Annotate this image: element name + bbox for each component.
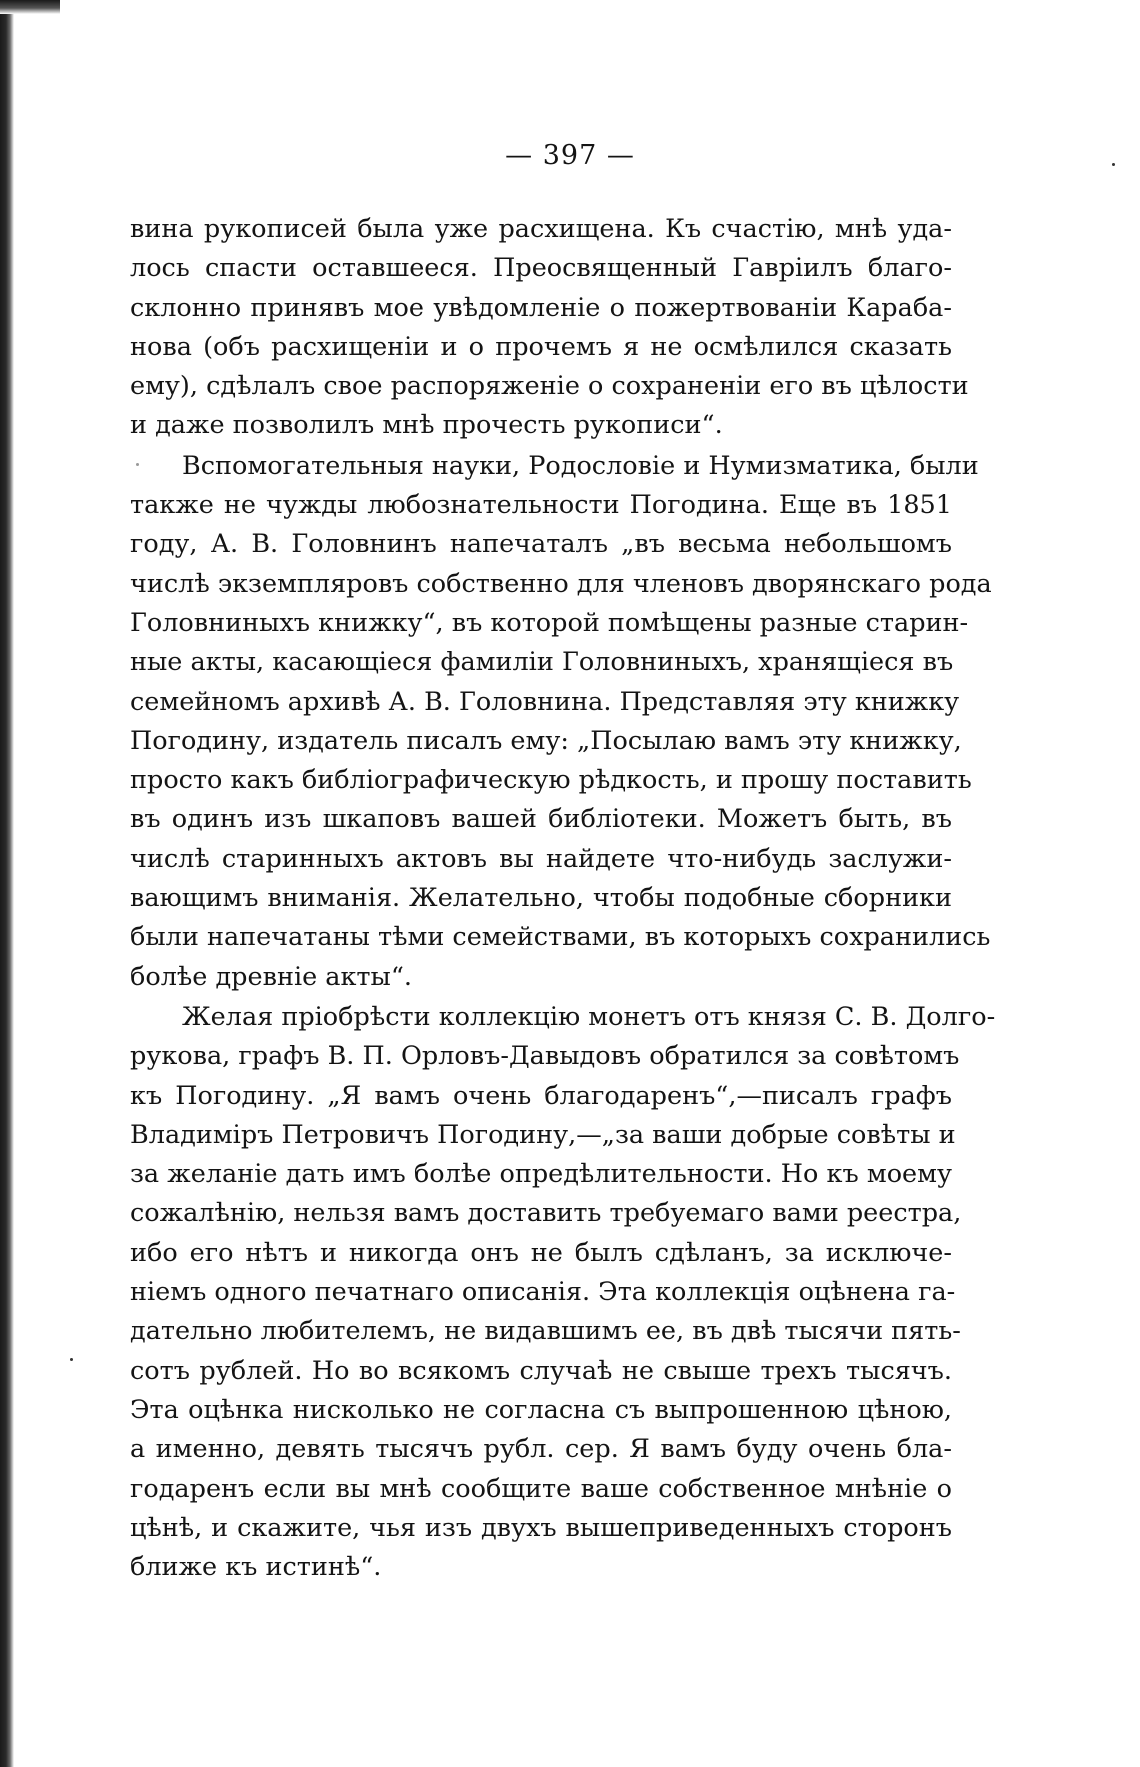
text-line: ближе къ истинѣ“. xyxy=(130,1552,382,1583)
scan-speck xyxy=(1112,163,1115,166)
text-line: году, А. В. Головнинъ напечаталъ „въ весьма небольшомъ xyxy=(130,529,952,560)
text-line: а именно, девять тысячъ рубл. сер. Я вамъ буду очень бла- xyxy=(130,1434,952,1465)
text-line: и даже позволилъ мнѣ прочесть рукописи“. xyxy=(130,410,723,441)
text-line: сотъ рублей. Но во всякомъ случаѣ не свыше трехъ тысячъ. xyxy=(130,1355,952,1386)
text-line: ибо его нѣтъ и никогда онъ не былъ сдѣланъ, за исключе- xyxy=(130,1237,952,1268)
text-line: въ одинъ изъ шкаповъ вашей библіотеки. Можетъ быть, въ xyxy=(130,804,952,835)
text-line: сожалѣнію, нельзя вамъ доставить требуемаго вами реестра, xyxy=(130,1198,962,1229)
text-line: вающимъ вниманія. Желательно, чтобы подобные сборники xyxy=(130,883,952,914)
text-line: были напечатаны тѣми семействами, въ которыхъ сохранились xyxy=(130,922,991,953)
scan-shadow-corner xyxy=(0,0,60,14)
page-number: — 397 — xyxy=(505,140,635,171)
text-line: рукова, графъ В. П. Орловъ-Давыдовъ обратился за совѣтомъ xyxy=(130,1041,960,1072)
text-line: годаренъ если вы мнѣ сообщите ваше собственное мнѣніе о xyxy=(130,1473,952,1504)
text-line: за желаніе дать имъ болѣе опредѣлительности. Но къ моему xyxy=(130,1159,952,1190)
text-line: Желая пріобрѣсти коллекцію монетъ отъ князя С. В. Долго- xyxy=(182,1001,996,1032)
page-text xyxy=(130,210,996,1588)
paragraph-1 xyxy=(130,210,969,446)
text-line: болѣе древніе акты“. xyxy=(130,961,412,992)
text-line: ему), сдѣлалъ свое распоряженіе о сохраненіи его въ цѣлости xyxy=(130,371,969,402)
text-line: Погодину, издатель писалъ ему: „Посылаю вамъ эту книжку, xyxy=(130,725,962,756)
text-line: числѣ экземпляровъ собственно для членовъ дворянскаго рода xyxy=(130,568,992,599)
text-line: къ Погодину. „Я вамъ очень благодаренъ“,—писалъ графъ xyxy=(130,1080,952,1111)
scan-speck xyxy=(70,1358,73,1361)
text-line: нова (объ расхищеніи и о прочемъ я не осмѣлился сказать xyxy=(130,331,952,362)
text-line: семейномъ архивѣ А. В. Головнина. Представляя эту книжку xyxy=(130,686,960,717)
text-line: просто какъ библіографическую рѣдкость, и прошу поставить xyxy=(130,765,972,796)
text-line: ніемъ одного печатнаго описанія. Эта коллекція оцѣнена га- xyxy=(130,1277,956,1308)
text-line: числѣ старинныхъ актовъ вы найдете что-нибудь заслужи- xyxy=(130,843,952,874)
text-line: Владиміръ Петровичъ Погодину,—„за ваши добрые совѣты и xyxy=(130,1119,956,1150)
text-line: вина рукописей была уже расхищена. Къ счастію, мнѣ уда- xyxy=(130,214,952,244)
text-line: склонно принявъ мое увѣдомленіе о пожертвованіи Караба- xyxy=(130,292,952,323)
text-line: цѣнѣ, и скажите, чья изъ двухъ вышеприведенныхъ сторонъ xyxy=(130,1512,952,1543)
text-line: Головниныхъ книжку“, въ которой помѣщены разные старин- xyxy=(130,607,969,638)
scan-speck xyxy=(136,463,139,466)
text-line: ные акты, касающіеся фамиліи Головниныхъ, хранящіеся въ xyxy=(130,647,954,678)
text-line: Эта оцѣнка нисколько не согласна съ выпрошенною цѣною, xyxy=(130,1394,952,1425)
scan-shadow-edge xyxy=(0,0,14,1767)
paragraph-2 xyxy=(130,447,992,997)
text-line: Вспомогательныя науки, Родословіе и Нумизматика, были xyxy=(182,450,979,481)
text-line: дательно любителемъ, не видавшимъ ее, въ двѣ тысячи пять- xyxy=(130,1316,961,1347)
paragraph-3 xyxy=(130,998,996,1587)
text-line: лось спасти оставшееся. Преосвященный Гавріилъ благо- xyxy=(130,253,952,284)
text-line: также не чужды любознательности Погодина. Еще въ 1851 xyxy=(130,490,952,521)
